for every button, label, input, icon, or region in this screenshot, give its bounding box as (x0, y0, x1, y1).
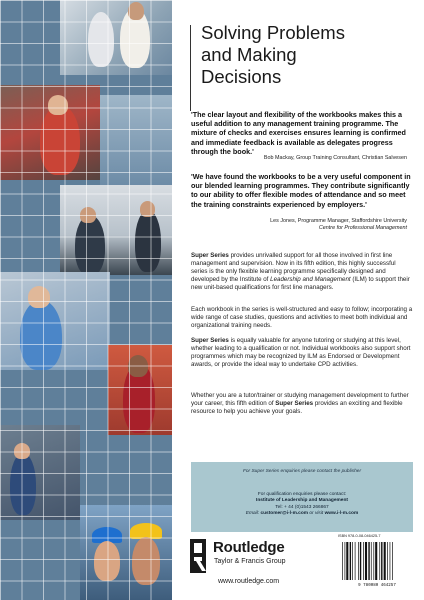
barcode-icon (338, 540, 416, 588)
photo-headset (108, 345, 172, 435)
brand-super-series: Super Series (191, 252, 229, 259)
enq-line-3: Institute of Leadership and Management (256, 498, 348, 504)
para4-text-a: Whether you are a tutor/trainer or studying management development to further your career, this fifth edition of (191, 392, 409, 407)
photo-blur (100, 95, 172, 185)
para1-text-a: provides unrivalled support for all those involved in first line management and supervision. Now in its fifth edition, this highly successful series is the only flexible learning programme specifically designed and developed by the Institute of (191, 252, 396, 283)
book-title (201, 22, 416, 88)
enq-phone: Tel: + 44 (0)1543 266867 (275, 504, 329, 510)
enq-email[interactable]: customer@i-l-m.com (260, 510, 309, 516)
isbn-label: ISBN 978-0-08-046425-7 (338, 534, 381, 538)
quote-2: 'We have found the workbooks to be a very useful component in our blended learning programmes. They contribute significantly to our ability to offer flexible modes of attendance and so meet the training constraints experienced by employers.' (191, 172, 411, 209)
publisher-website[interactable]: www.routledge.com (218, 578, 280, 585)
quote-2-attr-line-2: Centre for Professional Management (318, 225, 407, 231)
publisher-name: Routledge (213, 539, 285, 556)
enq-email-label: Email: (245, 510, 261, 516)
paragraph-2: Each workbook in the series is well-structured and easy to follow; incorporating a wide range of case studies, questions and activities to meet both individual and organizational training needs. (191, 306, 413, 329)
enq-contact-line (191, 511, 413, 517)
para4-text-b: provides an exciting and flexible resource to help you achieve your goals. (191, 400, 403, 415)
paragraph-1 (191, 252, 413, 292)
routledge-logo-icon (188, 537, 210, 577)
para1-italic: Leadership and Management (270, 276, 351, 283)
enq-website[interactable]: www.i-l-m.com (324, 510, 359, 516)
title-line-2: and Making (201, 44, 297, 65)
photo-scientists (60, 0, 172, 75)
photo-nurse (0, 272, 110, 370)
title-line-1: Solving Problems (201, 22, 345, 43)
quote-1: 'The clear layout and flexibility of the workbooks makes this a useful addition to any management training programme. The mixture of checks and exercises ensures learning is confirmed and immediate feedback is available as delegates progress through the book.' (191, 110, 406, 156)
enq-line-2: For qualification enquiries please contact: (257, 492, 347, 497)
title-rule (190, 25, 191, 111)
enquiries-box (191, 462, 413, 532)
paragraph-3 (191, 337, 413, 369)
paragraph-4 (191, 392, 413, 416)
photo-engineer (0, 85, 100, 180)
publisher-enquiries: For Super Series enquiries please contact the publisher (242, 469, 362, 474)
barcode-digits: 9 780080 464257 (358, 584, 396, 588)
qualification-enquiries (191, 492, 413, 517)
photo-meeting (60, 185, 172, 275)
para1-text-b: (ILM) to support their new unit-based qualifications for first line managers. (191, 276, 410, 291)
quote-1-attribution: Bob Mackay, Group Training Consultant, Christian Salvesen (263, 155, 407, 161)
photo-hardhats (80, 505, 172, 600)
enq-or-visit: or visit (308, 510, 325, 516)
brand-super-series: Super Series (275, 400, 314, 407)
quote-2-attr-line-1: Les Jones, Programme Manager, Staffordshire University (270, 218, 407, 224)
photo-collage (0, 0, 172, 600)
title-line-3: Decisions (201, 66, 282, 87)
quote-2-attribution (191, 218, 407, 232)
publisher-group: Taylor & Francis Group (214, 558, 286, 565)
photo-industrial (0, 425, 80, 520)
para3-text: is equally valuable for anyone tutoring or studying at this level, whether leading to a qualification or not. Individual workbooks also support short programmes which may be recognized by ILM as Endorsed or Development awards, or provide the ideal way to undertake CPD activities. (191, 337, 411, 368)
brand-super-series: Super Series (191, 337, 229, 344)
